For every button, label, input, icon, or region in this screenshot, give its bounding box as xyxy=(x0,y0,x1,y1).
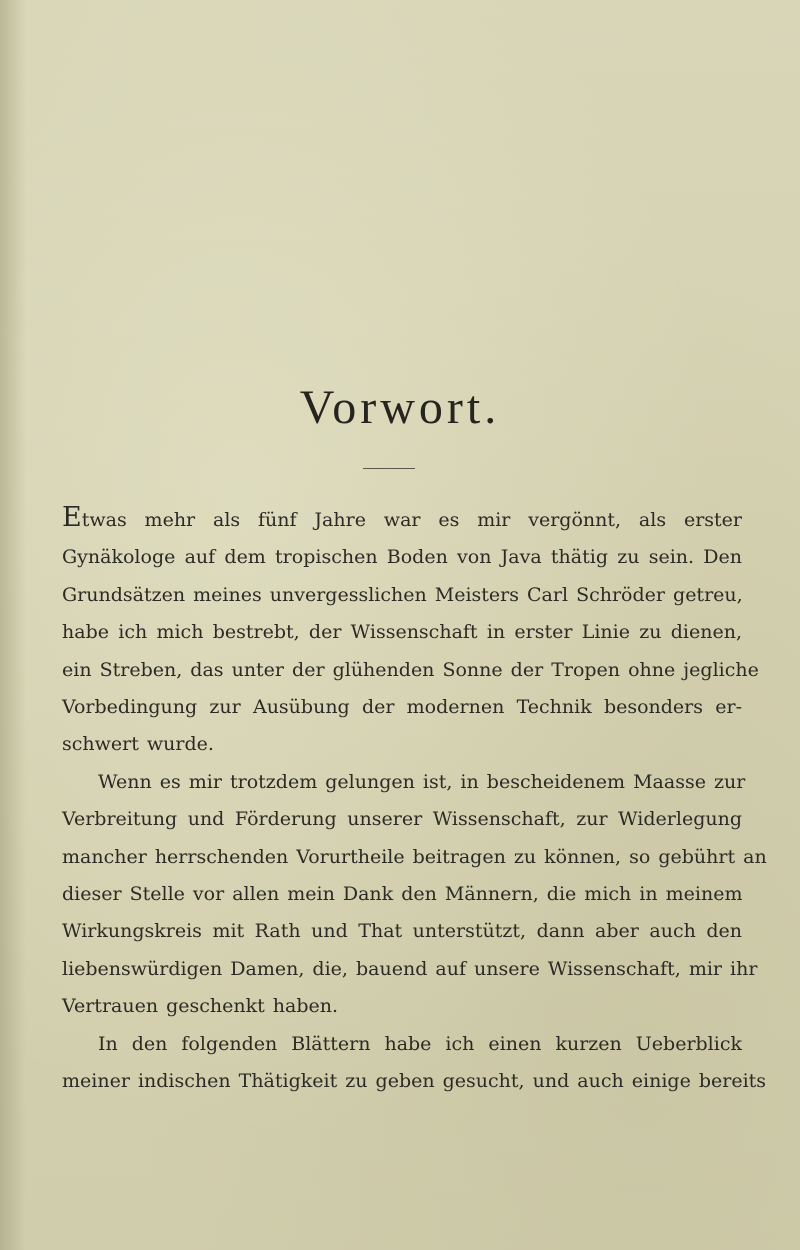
text-line: habe ich mich bestrebt, der Wissenschaft in erster Linie zu dienen, xyxy=(62,621,742,644)
page-title: Vorwort. xyxy=(299,381,501,434)
text-line: Grundsätzen meines unvergesslichen Meisters Carl Schröder getreu, xyxy=(62,583,743,606)
text-line: Etwas mehr als fünf Jahre war es mir vergönnt, als erster xyxy=(62,502,742,533)
text-line: mancher herrschenden Vorurtheile beitragen zu können, so gebührt an xyxy=(62,845,767,868)
text-line: Wenn es mir trotzdem gelungen ist, in bescheidenem Maasse zur xyxy=(98,770,746,793)
title-divider xyxy=(363,468,415,469)
text-line: dieser Stelle vor allen mein Dank den Männern, die mich in meinem xyxy=(62,883,743,906)
text-line: Verbreitung und Förderung unserer Wissenschaft, zur Widerlegung xyxy=(62,808,742,831)
page-edge-shadow xyxy=(0,0,26,1250)
text-line: liebenswürdigen Damen, die, bauend auf unsere Wissenschaft, mir ihr xyxy=(62,957,758,980)
text-line: Gynäkologe auf dem tropischen Boden von Java thätig zu sein. Den xyxy=(62,546,742,569)
body-text xyxy=(62,502,767,1101)
text-line: ein Streben, das unter der glühenden Sonne der Tropen ohne jegliche xyxy=(62,658,759,681)
text-line: In den folgenden Blättern habe ich einen kurzen Ueberblick xyxy=(98,1032,742,1055)
text-line: schwert wurde. xyxy=(62,733,214,756)
text-line: Vertrauen geschenkt haben. xyxy=(62,995,339,1018)
text-line: Wirkungskreis mit Rath und That unterstützt, dann aber auch den xyxy=(62,920,742,943)
initial-letter: E xyxy=(62,502,82,533)
text-line: meiner indischen Thätigkeit zu geben gesucht, und auch einige bereits xyxy=(62,1070,767,1093)
text-line: Vorbedingung zur Ausübung der modernen Technik besonders er- xyxy=(62,696,742,719)
